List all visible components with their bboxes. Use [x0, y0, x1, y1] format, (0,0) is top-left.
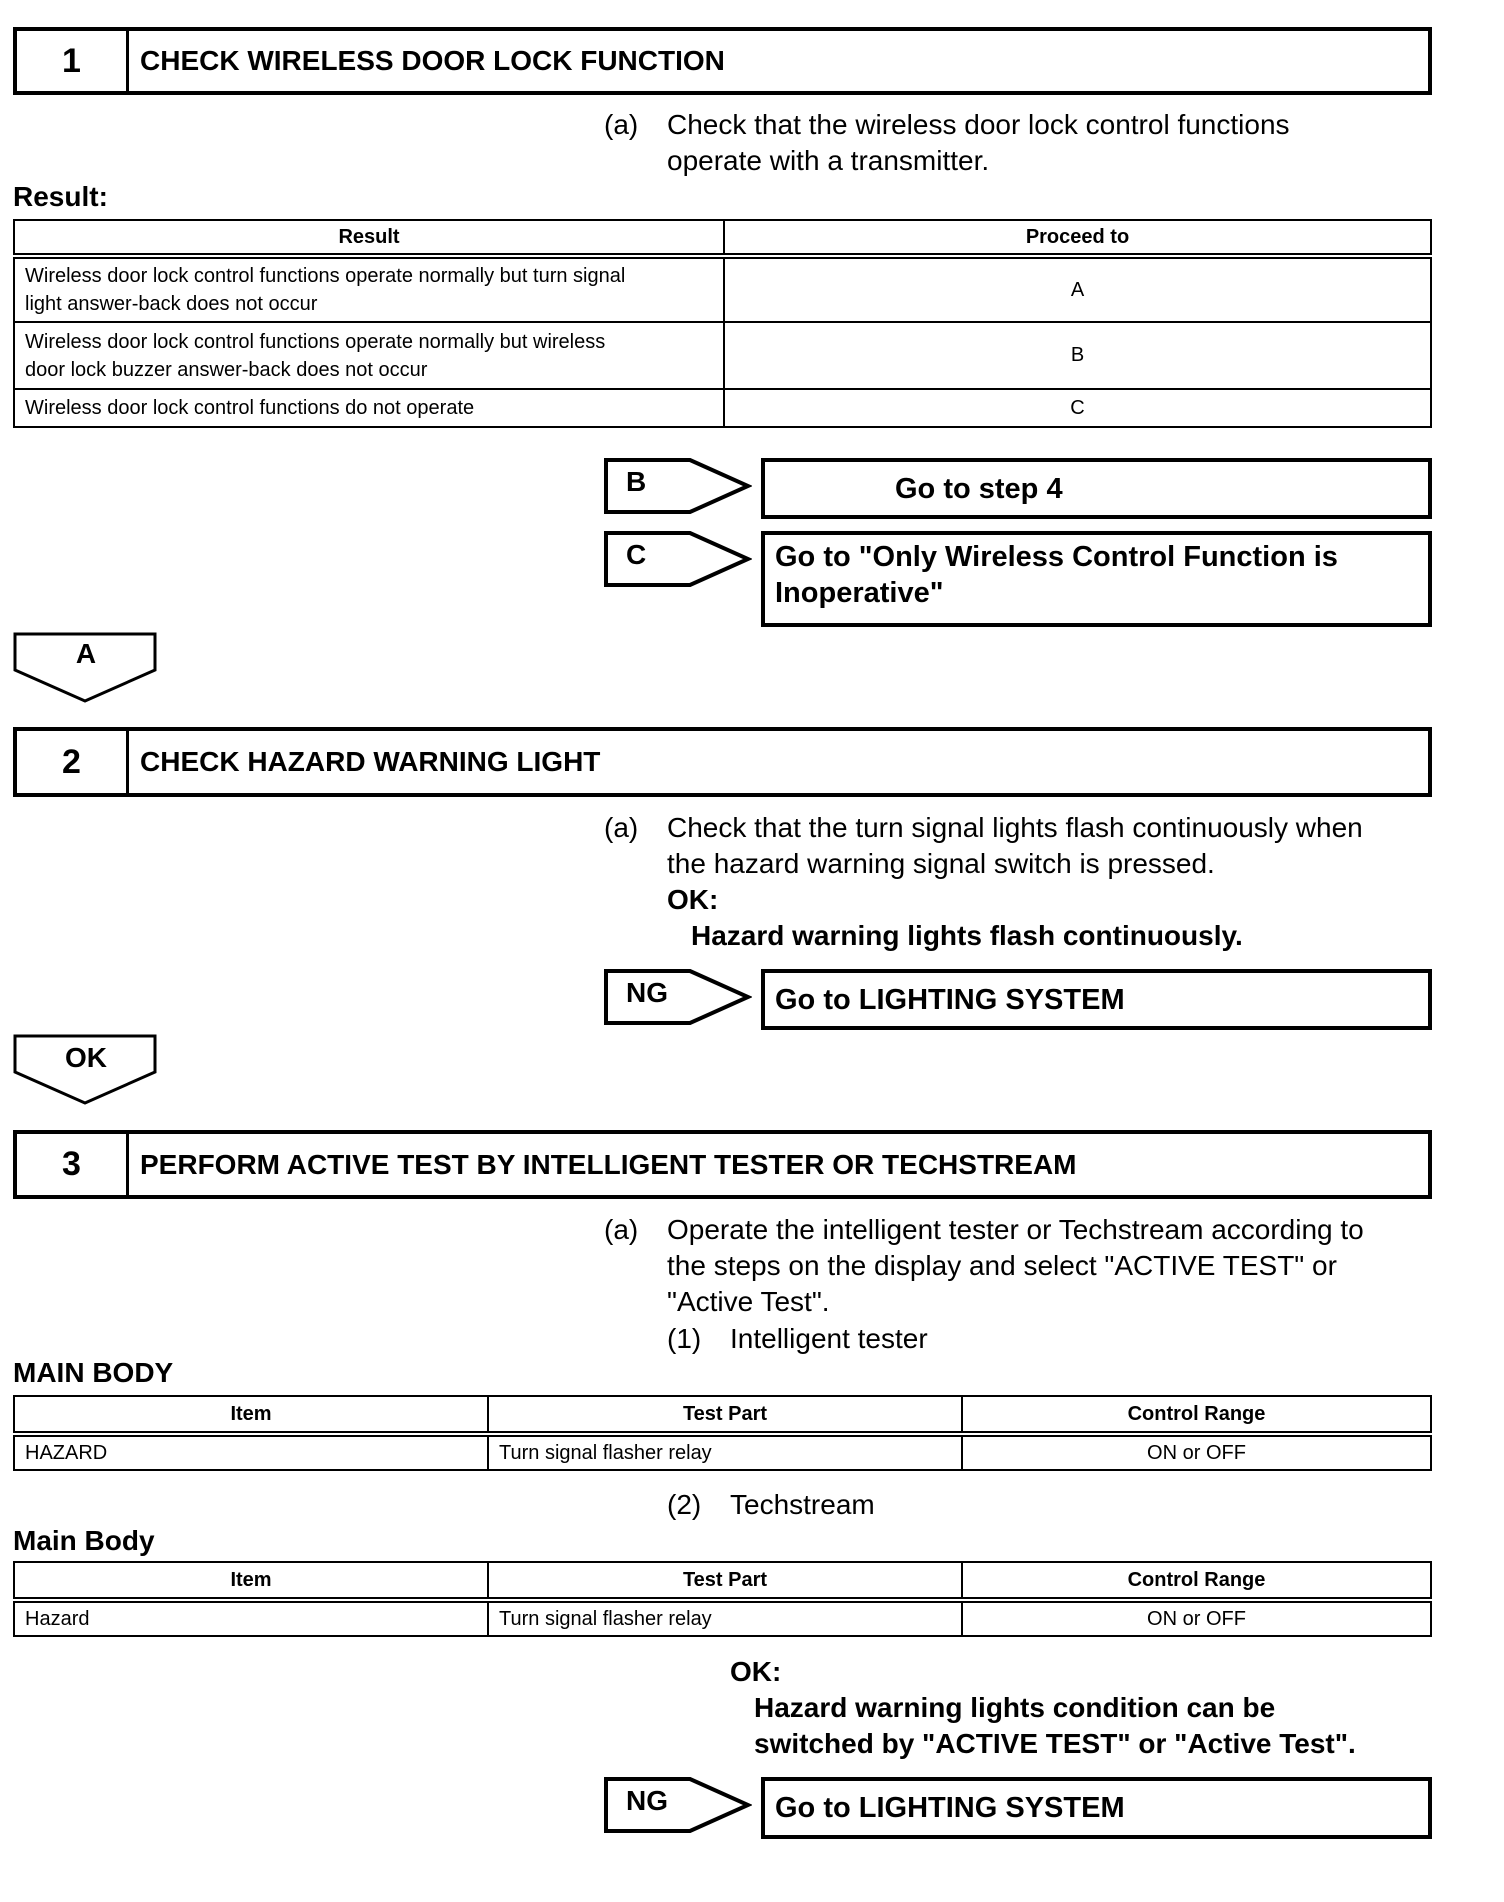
- sub-step-2-marker: (2): [667, 1489, 702, 1520]
- step-number: 3: [17, 1134, 129, 1195]
- go-to-wireless-inoperative-link[interactable]: Go to "Only Wireless Control Function is Inoperative": [761, 531, 1432, 627]
- table-row: Wireless door lock control functions operate normally but turn signal light answer-back does not occur A: [14, 256, 1431, 322]
- ok-label: OK:: [667, 884, 719, 915]
- go-to-lighting-system-link[interactable]: Go to LIGHTING SYSTEM: [761, 1777, 1432, 1839]
- column-header: Test Part: [488, 1562, 962, 1600]
- instruction-marker: (a): [604, 1214, 639, 1245]
- ok-label: OK:: [730, 1656, 782, 1687]
- sub-step-1-marker: (1): [667, 1323, 702, 1354]
- column-header: Control Range: [962, 1396, 1431, 1434]
- active-test-table-techstream: [13, 1561, 1432, 1637]
- branch-ng-arrow: NG: [604, 1777, 752, 1834]
- table-1-label: MAIN BODY: [13, 1357, 174, 1388]
- table-row: HAZARD Turn signal flasher relay ON or OFF: [14, 1434, 1431, 1470]
- instruction-marker: (a): [604, 109, 639, 140]
- step-number: 1: [17, 31, 129, 91]
- step-title: CHECK HAZARD WARNING LIGHT: [140, 746, 601, 777]
- table-row: Wireless door lock control functions operate normally but wireless door lock buzzer answer-back does not occur B: [14, 322, 1431, 389]
- branch-ok-down-arrow: OK: [13, 1034, 159, 1106]
- go-to-step-4-link[interactable]: Go to step 4: [761, 458, 1432, 519]
- step-title: PERFORM ACTIVE TEST BY INTELLIGENT TESTER OR TECHSTREAM: [140, 1148, 1077, 1180]
- table-row: Wireless door lock control functions do not operate C: [14, 389, 1431, 427]
- sub-step-1-text: Intelligent tester: [730, 1323, 928, 1354]
- branch-a-down-arrow: A: [13, 632, 159, 704]
- instruction-marker: (a): [604, 812, 639, 843]
- column-header: Item: [14, 1396, 488, 1434]
- step-1-header: [13, 27, 1432, 95]
- go-to-lighting-system-link[interactable]: Go to LIGHTING SYSTEM: [761, 969, 1432, 1030]
- column-header: Proceed to: [724, 220, 1431, 256]
- sub-step-2-text: Techstream: [730, 1489, 875, 1520]
- column-header: Result: [14, 220, 724, 256]
- ok-criteria: Hazard warning lights condition can be switched by "ACTIVE TEST" or "Active Test".: [754, 1692, 1356, 1759]
- column-header: Item: [14, 1562, 488, 1600]
- step-title: CHECK WIRELESS DOOR LOCK FUNCTION: [140, 45, 725, 76]
- ok-criteria: Hazard warning lights flash continuously.: [691, 920, 1243, 951]
- result-label: Result:: [13, 181, 108, 212]
- result-table: [13, 219, 1432, 428]
- active-test-table-intelligent: [13, 1395, 1432, 1471]
- table-row: Hazard Turn signal flasher relay ON or OFF: [14, 1600, 1431, 1636]
- step-number: 2: [17, 731, 129, 793]
- instruction-text: Check that the wireless door lock control functions operate with a transmitter.: [667, 109, 1290, 176]
- branch-b-arrow: B: [604, 458, 752, 515]
- step-2-header: [13, 727, 1432, 797]
- step-3-header: [13, 1130, 1432, 1199]
- column-header: Test Part: [488, 1396, 962, 1434]
- branch-ng-arrow: NG: [604, 969, 752, 1026]
- instruction-text: Operate the intelligent tester or Techstream according to the steps on the display and select "ACTIVE TEST" or "Active Test".: [667, 1214, 1364, 1317]
- branch-c-arrow: C: [604, 531, 752, 588]
- instruction-text: Check that the turn signal lights flash continuously when the hazard warning signal switch is pressed. OK: Hazard warning lights flash continuously.: [667, 810, 1363, 954]
- column-header: Control Range: [962, 1562, 1431, 1600]
- table-2-label: Main Body: [13, 1525, 155, 1556]
